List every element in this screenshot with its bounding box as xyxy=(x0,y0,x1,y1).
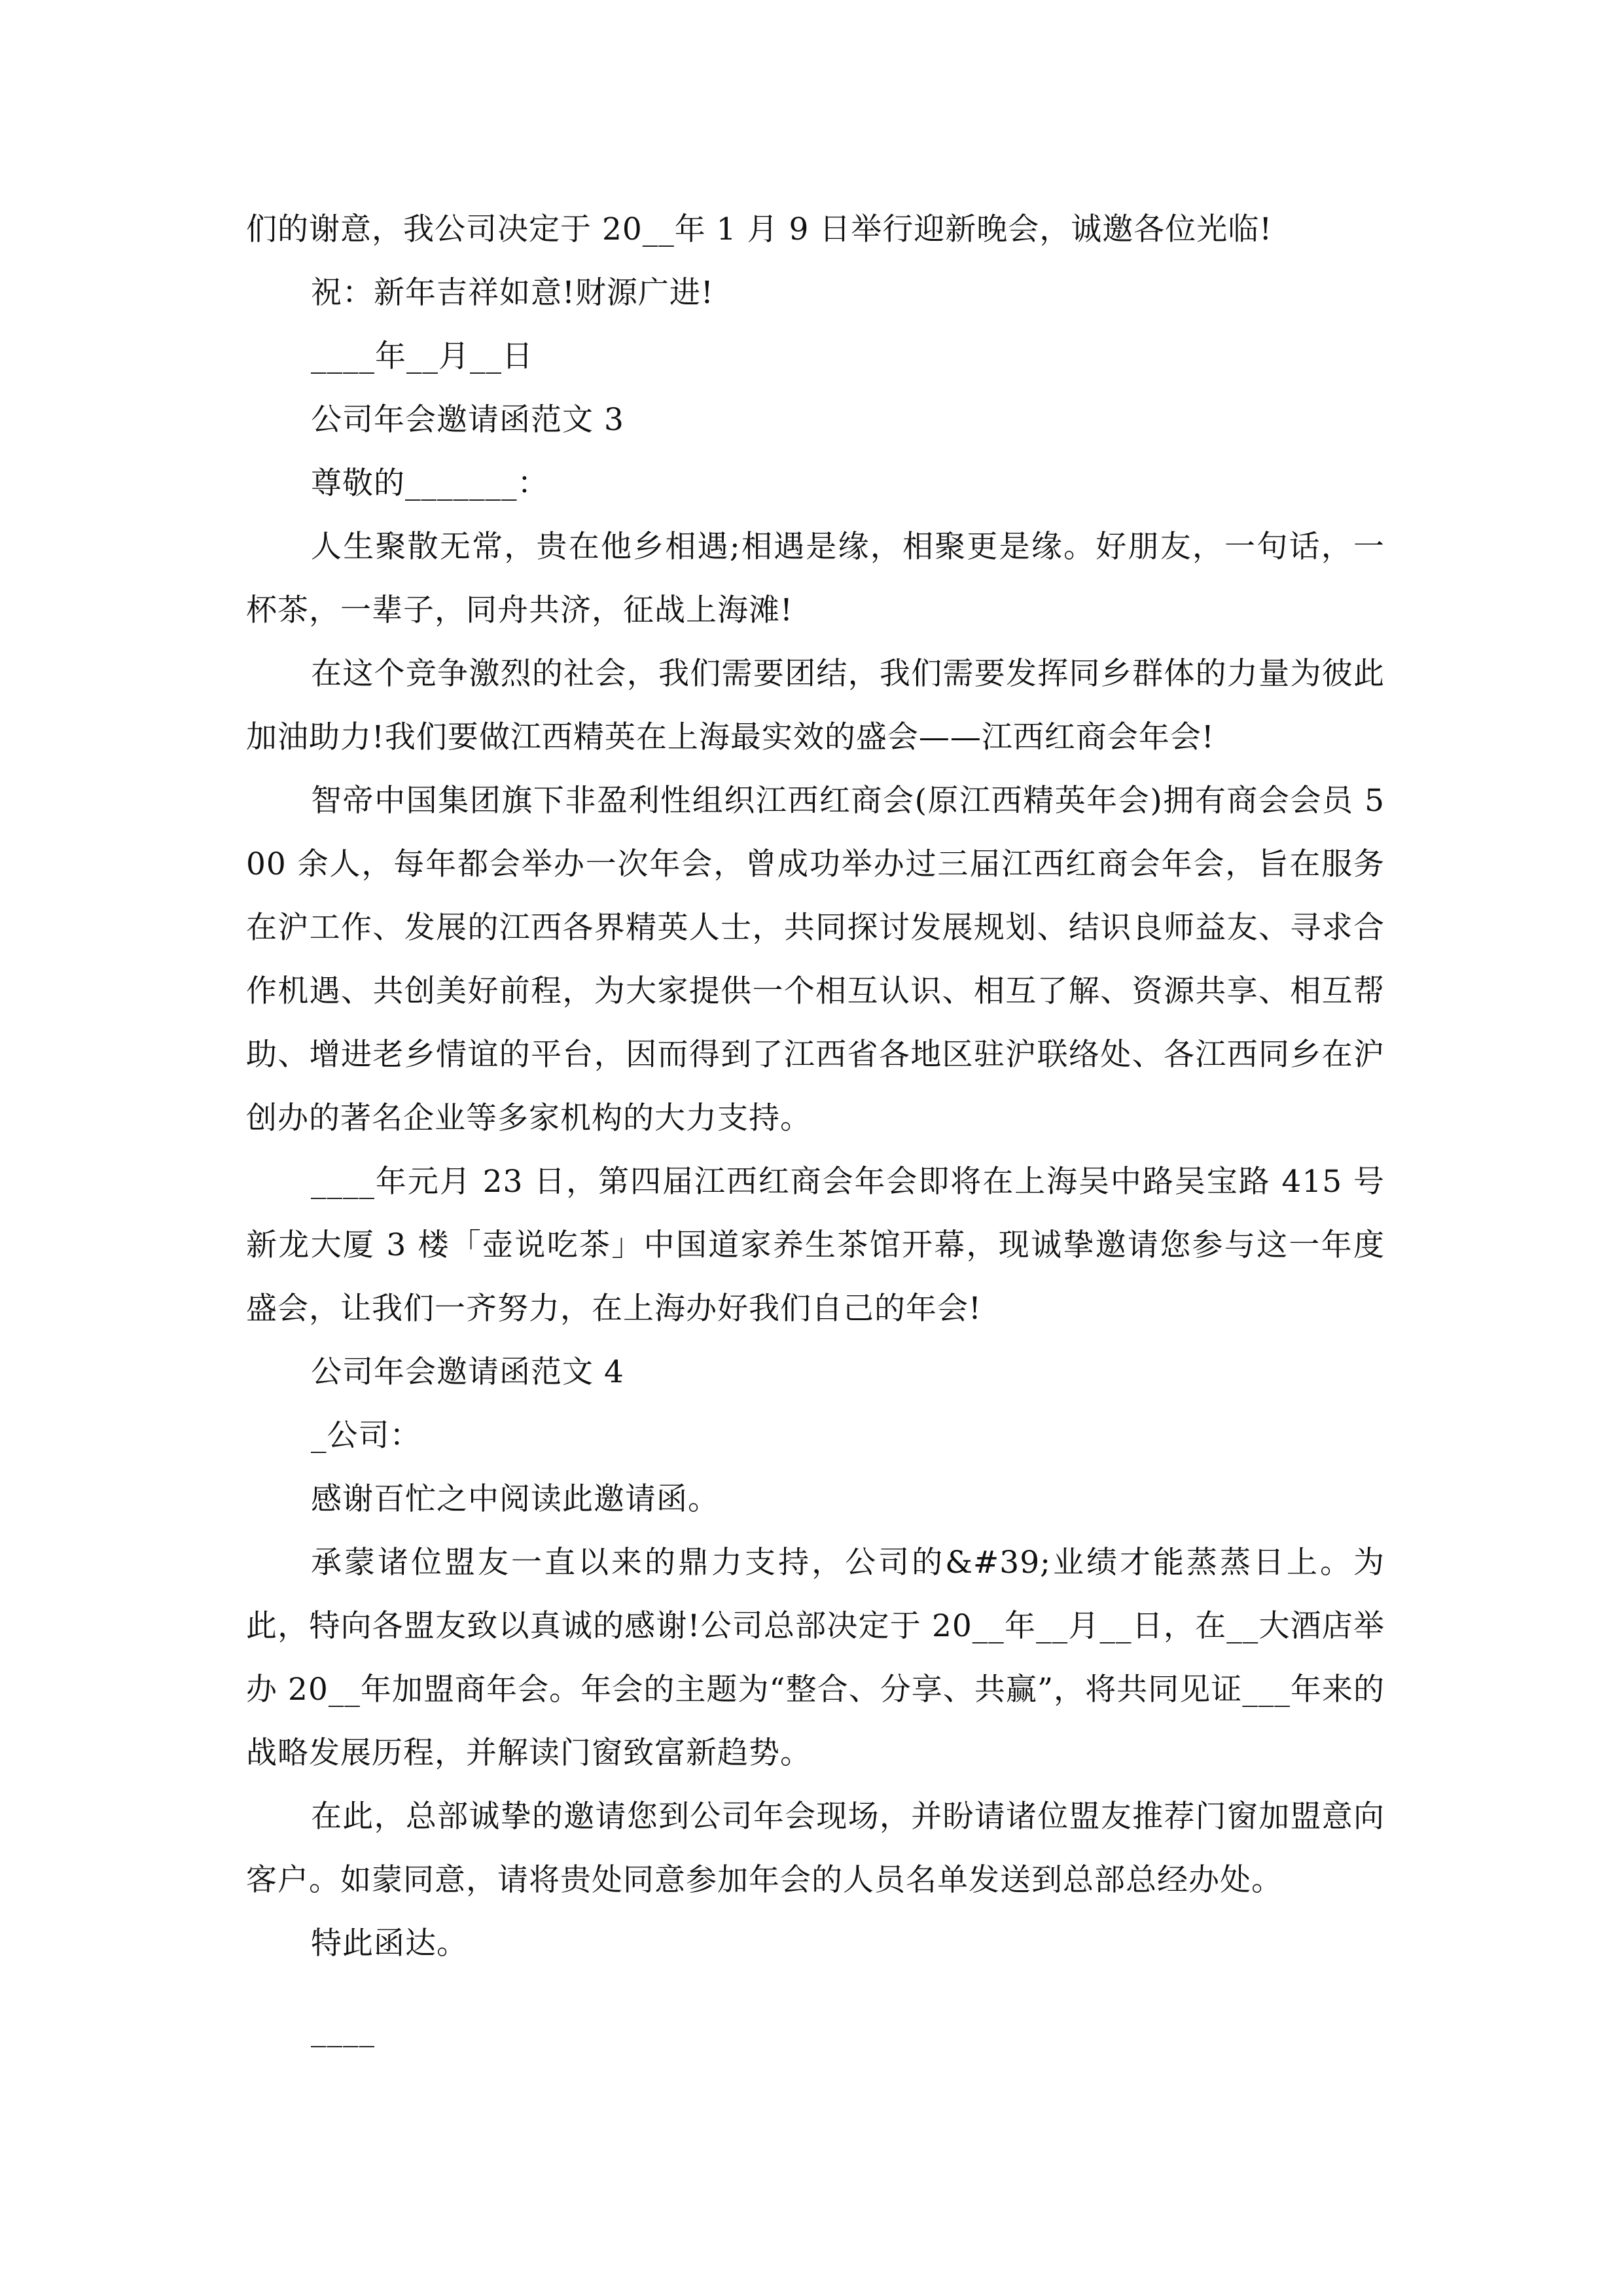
paragraph-signature-blank: ____ xyxy=(311,2012,375,2048)
paragraph-salutation: 尊敬的_______： xyxy=(311,465,549,501)
paragraph-closing: 特此函达。 xyxy=(311,1926,468,1962)
paragraph-body: ____年元月 23 日，第四届江西红商会年会即将在上海吴中路吴宝路 415 号新龙大厦 3 楼「壶说吃茶」中国道家养生茶馆开幕，现诚挚邀请您参与这一年度盛会，让我们一齐努力，在上海办好我们自己的年会! xyxy=(246,1164,1385,1327)
paragraph-date-blank: ____年__月__日 xyxy=(311,338,533,374)
paragraph-body: 承蒙诸位盟友一直以来的鼎力支持，公司的&#39;业绩才能蒸蒸日上。为此，特向各盟友致以真诚的感谢!公司总部决定于 20__年__月__日，在__大酒店举办 20__年加盟商年会。年会的主题为“整合、分享、共赢”，将共同见证___年来的战略发展历程，并解读门窗致富新趋势。 xyxy=(246,1545,1385,1771)
document-body xyxy=(246,198,1385,2062)
paragraph-body: 智帝中国集团旗下非盈利性组织江西红商会(原江西精英年会)拥有商会会员 500 余人，每年都会举办一次年会，曾成功举办过三届江西红商会年会，旨在服务在沪工作、发展的江西各界精英人士，共同探讨发展规划、结识良师益友、寻求合作机遇、共创美好前程，为大家提供一个相互认识、相互了解、资源共享、相互帮助、增进老乡情谊的平台，因而得到了江西省各地区驻沪联络处、各江西同乡在沪创办的著名企业等多家机构的大力支持。 xyxy=(246,783,1385,1136)
paragraph-recipient: _公司： xyxy=(311,1418,421,1454)
paragraph-body: 人生聚散无常，贵在他乡相遇;相遇是缘，相聚更是缘。好朋友，一句话，一杯茶，一辈子，同舟共济，征战上海滩! xyxy=(246,529,1385,628)
paragraph-continued: 们的谢意，我公司决定于 20__年 1 月 9 日举行迎新晚会，诚邀各位光临! xyxy=(246,211,1273,247)
paragraph-body: 在此，总部诚挚的邀请您到公司年会现场，并盼请诸位盟友推荐门窗加盟意向客户。如蒙同意，请将贵处同意参加年会的人员名单发送到总部总经办处。 xyxy=(246,1799,1385,1898)
section-heading-3: 公司年会邀请函范文 3 xyxy=(311,402,624,438)
paragraph-body: 在这个竞争激烈的社会，我们需要团结，我们需要发挥同乡群体的力量为彼此加油助力!我们要做江西精英在上海最实效的盛会——江西红商会年会! xyxy=(246,656,1385,755)
section-heading-4: 公司年会邀请函范文 4 xyxy=(311,1354,624,1390)
paragraph-body: 感谢百忙之中阅读此邀请函。 xyxy=(311,1481,719,1517)
paragraph-greeting: 祝：新年吉祥如意!财源广进! xyxy=(311,275,714,311)
